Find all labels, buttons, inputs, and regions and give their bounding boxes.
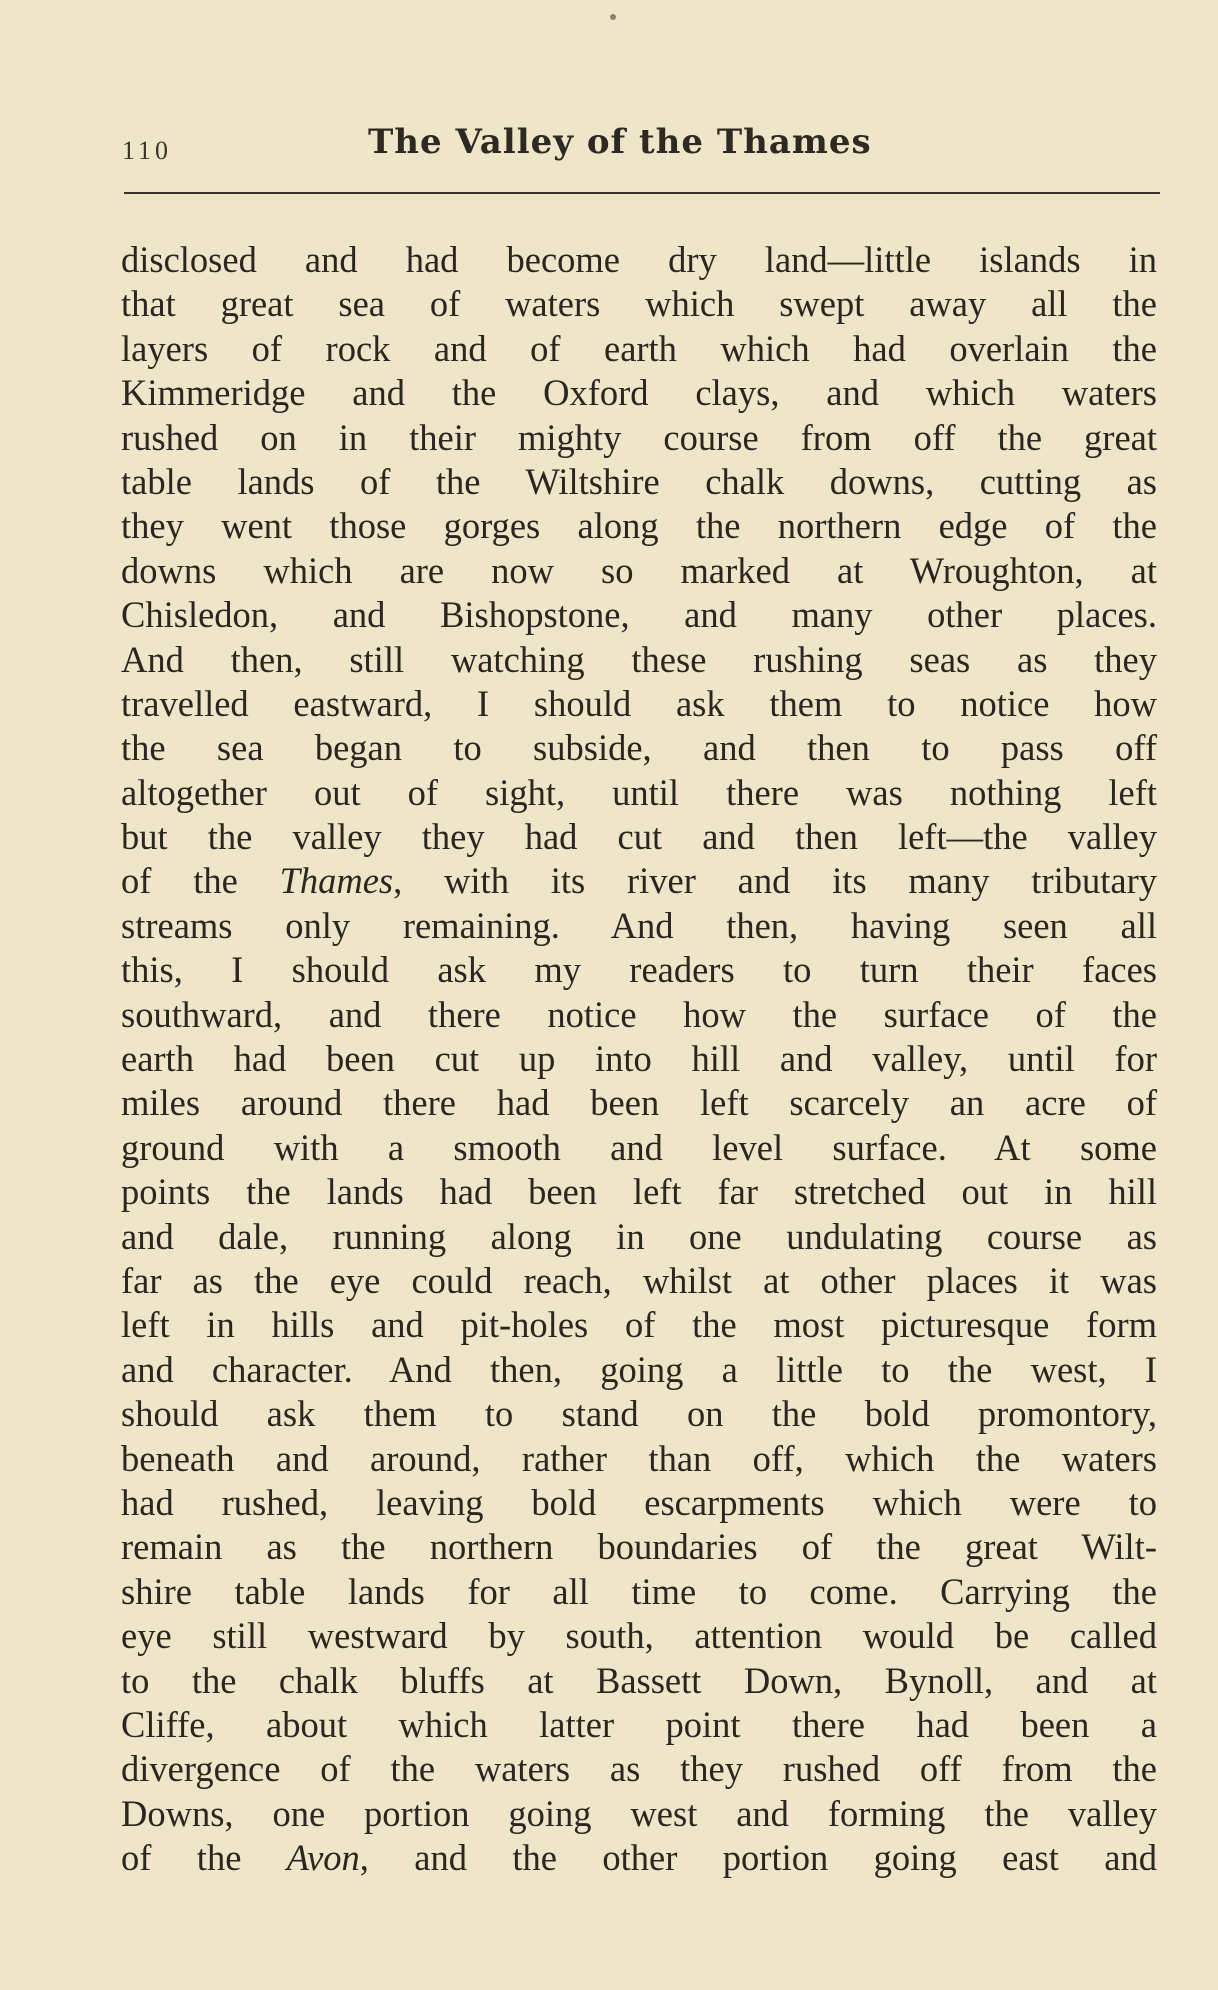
- text-line: they went those gorges along the northern edge of the: [121, 505, 1157, 547]
- paper-speck: [610, 14, 616, 20]
- italic-term: Thames: [279, 860, 394, 902]
- header-rule: [124, 192, 1160, 194]
- text-line: divergence of the waters as they rushed off from the: [121, 1748, 1157, 1790]
- body-text: [121, 238, 1157, 1880]
- text-line: streams only remaining. And then, having seen all: [121, 904, 1157, 946]
- text-line: eye still westward by south, attention would be called: [121, 1615, 1157, 1657]
- text-line: altogether out of sight, until there was nothing left: [121, 771, 1157, 813]
- text-line: points the lands had been left far stretched out in hill: [121, 1171, 1157, 1213]
- text-line: travelled eastward, I should ask them to notice how: [121, 682, 1157, 724]
- page-header: [122, 122, 1160, 168]
- text-line: should ask them to stand on the bold promontory,: [121, 1393, 1157, 1435]
- text-line: Chisledon, and Bishopstone, and many other places.: [121, 594, 1157, 636]
- text-line: downs which are now so marked at Wroughton, at: [121, 549, 1157, 591]
- text-line: Kimmeridge and the Oxford clays, and which waters: [121, 372, 1157, 414]
- text-line: miles around there had been left scarcely an acre of: [121, 1082, 1157, 1124]
- text-line: Downs, one portion going west and forming the valley: [121, 1792, 1157, 1834]
- text-line: far as the eye could reach, whilst at other places it was: [121, 1259, 1157, 1301]
- text-line: Cliffe, about which latter point there had been a: [121, 1703, 1157, 1745]
- text-line: of the Avon, and the other portion going east and: [121, 1837, 1158, 1879]
- text-line: earth had been cut up into hill and valley, until for: [121, 1038, 1157, 1080]
- text-line: this, I should ask my readers to turn their faces: [121, 949, 1157, 991]
- text-line: to the chalk bluffs at Bassett Down, Bynoll, and at: [121, 1659, 1157, 1701]
- text-line: southward, and there notice how the surface of the: [121, 993, 1157, 1035]
- text-line: of the Thames, with its river and its many tributary: [121, 860, 1157, 902]
- text-line: ground with a smooth and level surface. At some: [121, 1126, 1157, 1168]
- text-line: that great sea of waters which swept away all the: [121, 283, 1157, 325]
- running-title: The Valley of the Thames: [368, 122, 872, 162]
- text-line: remain as the northern boundaries of the great Wilt-: [121, 1526, 1157, 1568]
- text-line: left in hills and pit-holes of the most picturesque form: [121, 1304, 1157, 1346]
- text-line: shire table lands for all time to come. Carrying the: [121, 1570, 1157, 1612]
- text-line: table lands of the Wiltshire chalk downs, cutting as: [121, 460, 1157, 502]
- text-line: disclosed and had become dry land—little islands in: [121, 239, 1157, 280]
- text-line: And then, still watching these rushing seas as they: [121, 638, 1157, 680]
- text-line: layers of rock and of earth which had overlain the: [121, 327, 1157, 369]
- text-line: had rushed, leaving bold escarpments which were to: [121, 1481, 1157, 1523]
- text-line: and character. And then, going a little to the west, I: [121, 1348, 1157, 1390]
- text-line: beneath and around, rather than off, which the waters: [121, 1437, 1157, 1479]
- text-line: the sea began to subside, and then to pass off: [121, 727, 1157, 769]
- page-number: 110: [122, 136, 173, 165]
- italic-term: Avon: [286, 1837, 360, 1879]
- text-line: and dale, running along in one undulating course as: [121, 1215, 1157, 1257]
- text-line: rushed on in their mighty course from off the great: [121, 416, 1157, 458]
- text-line: but the valley they had cut and then left—the valley: [121, 816, 1157, 858]
